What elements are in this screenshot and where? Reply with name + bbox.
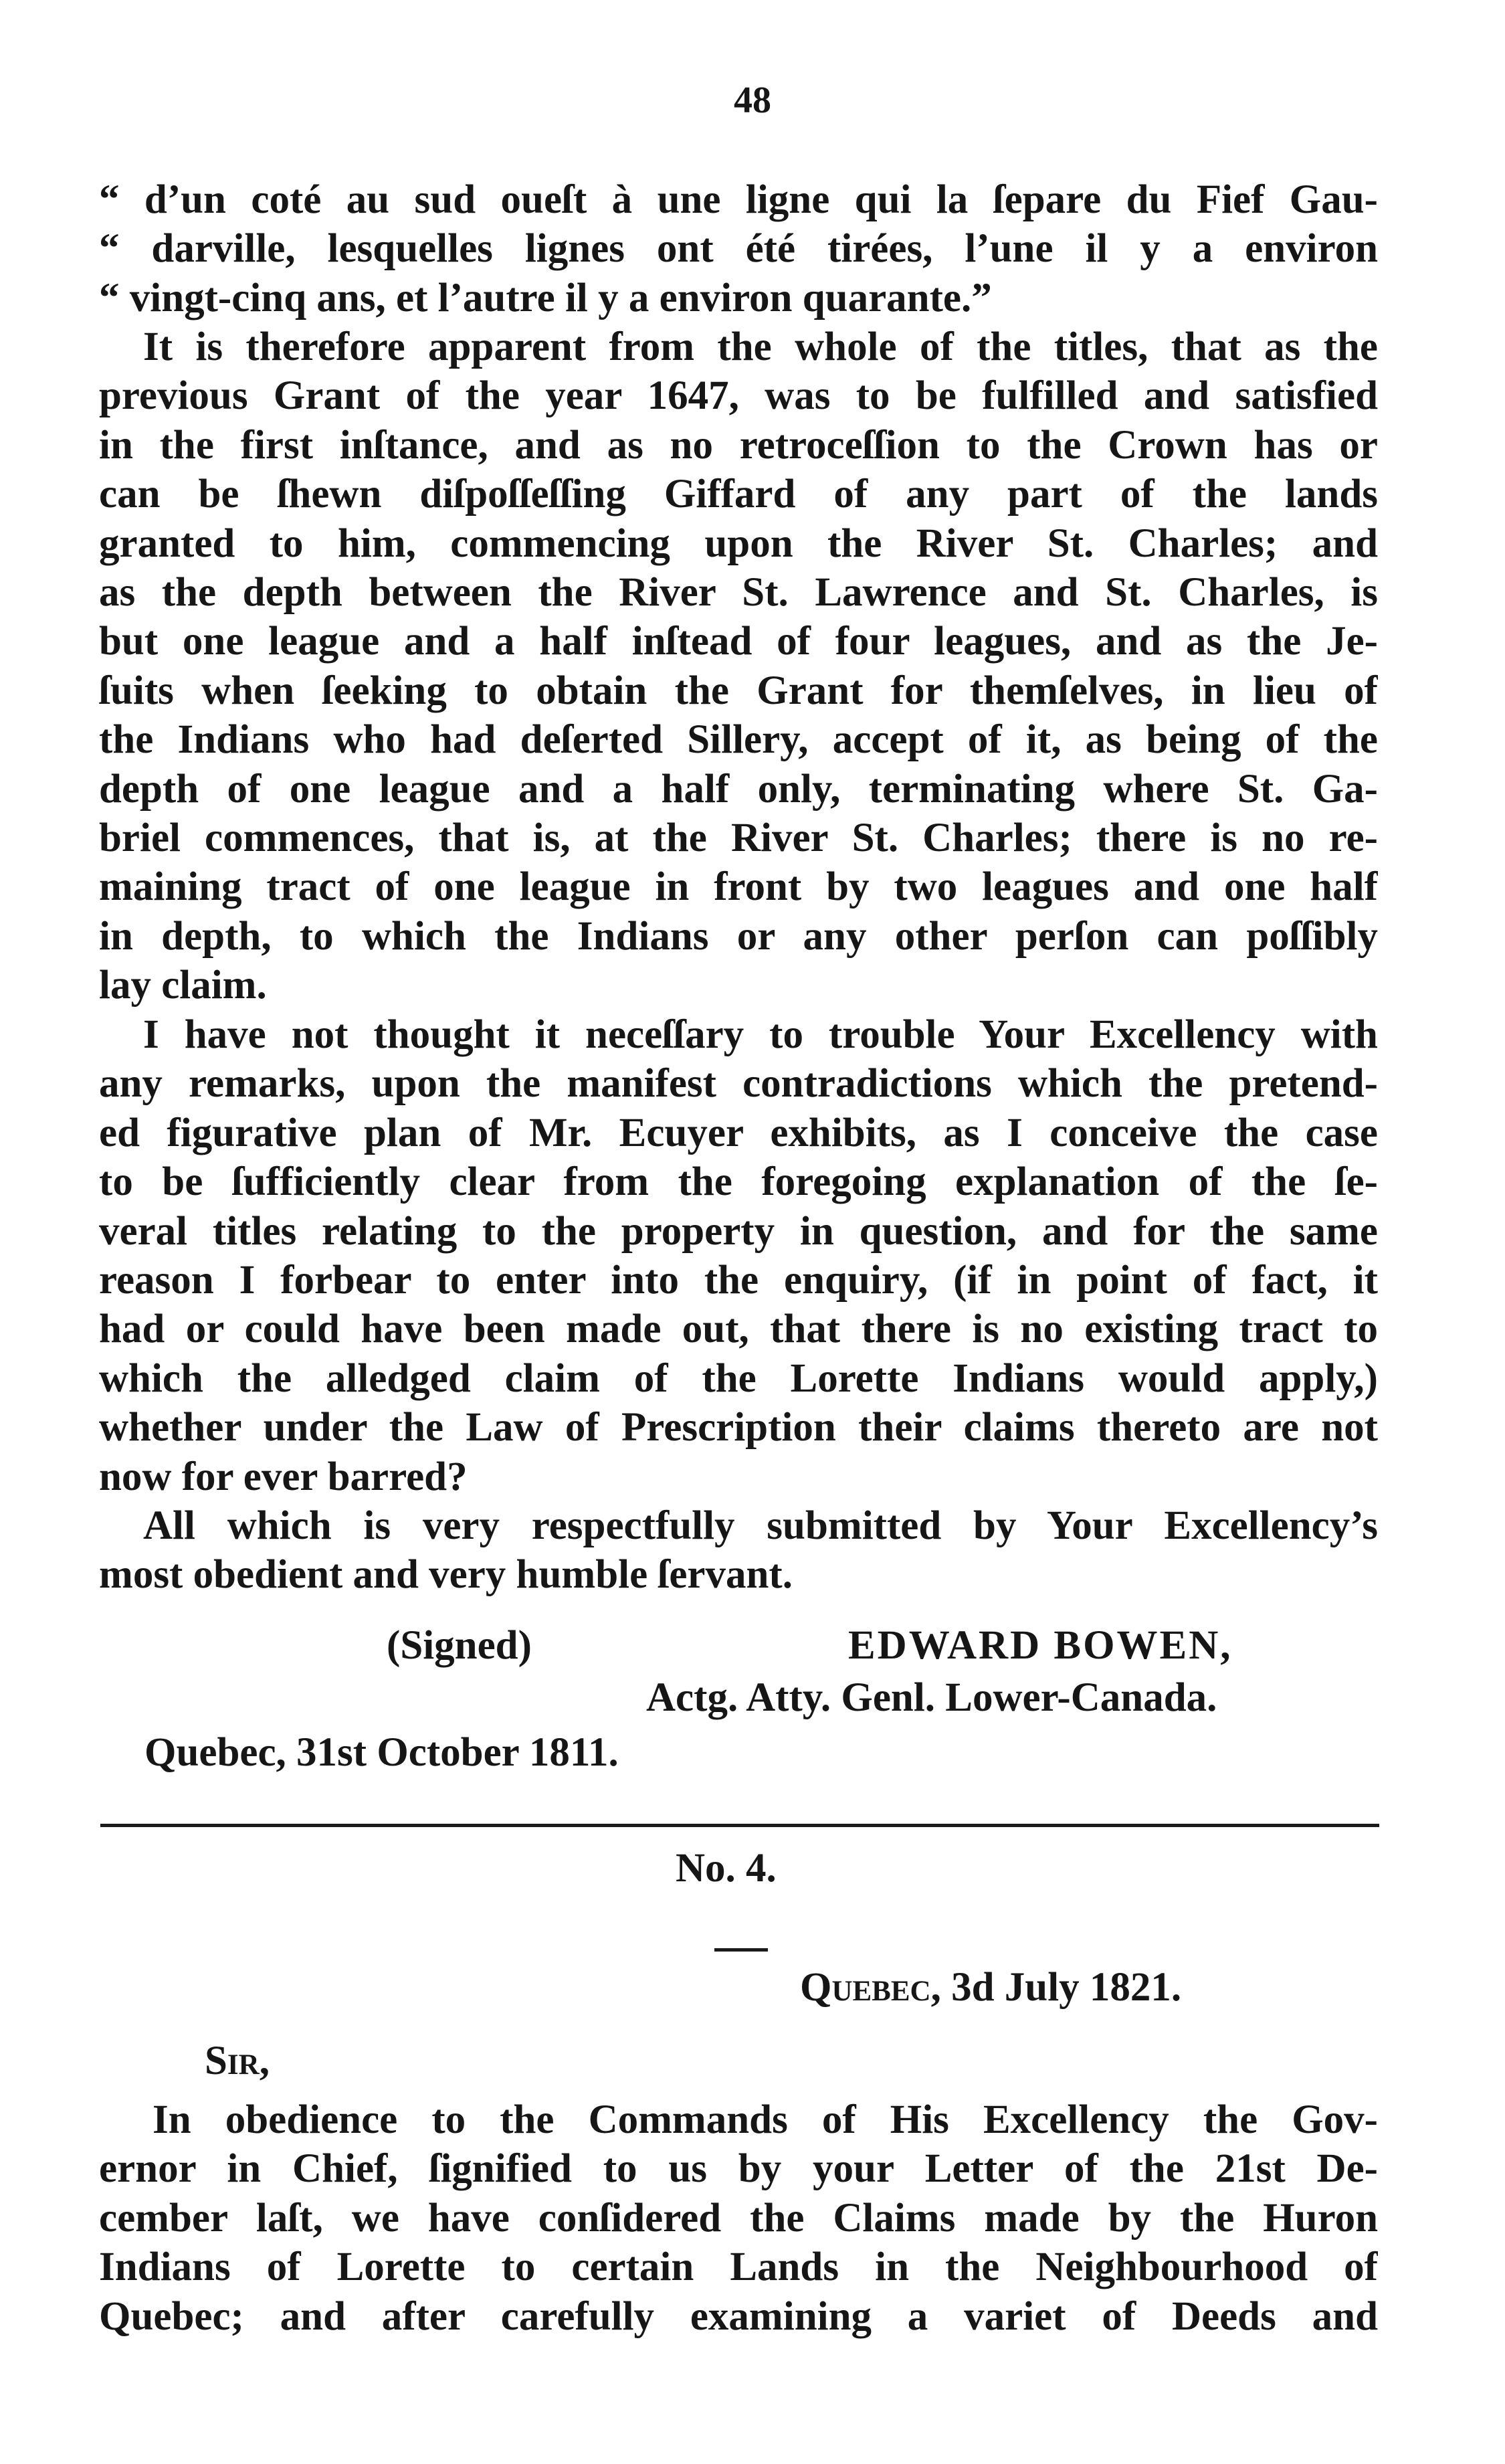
body-line: as the depth between the River St. Lawrence and St. Charles, is bbox=[99, 570, 1378, 615]
page-number: 48 bbox=[734, 80, 771, 121]
body-line: I have not thought it neceſſary to trouble Your Excellency with bbox=[143, 1012, 1378, 1057]
letter-place-date bbox=[800, 1964, 1181, 2011]
salutation: Sir, bbox=[205, 2039, 270, 2083]
body-line: It is therefore apparent from the whole of the titles, that as the bbox=[143, 324, 1378, 369]
body-line: ſuits when ſeeking to obtain the Grant for themſelves, in lieu of bbox=[99, 668, 1378, 713]
body-paragraph-titles bbox=[99, 322, 1378, 1010]
letter-place: Quebec, bbox=[800, 1965, 941, 2010]
body-line: whether under the Law of Prescription their claims thereto are not bbox=[99, 1405, 1378, 1450]
body-line: cember laſt, we have conſidered the Claims made by the Huron bbox=[99, 2195, 1378, 2241]
body-line: briel commences, that is, at the River St. Charles; there is no re- bbox=[99, 816, 1378, 861]
body-line: had or could have been made out, that there is no existing tract to bbox=[99, 1307, 1378, 1352]
letter-date: 3d July 1821. bbox=[951, 1965, 1182, 2010]
body-line: maining tract of one league in front by two leagues and one half bbox=[99, 864, 1378, 910]
body-line: now for ever barred? bbox=[99, 1454, 468, 1499]
body-line: depth of one league and a half only, terminating where St. Ga- bbox=[99, 766, 1378, 812]
body-line: to be ſufficiently clear from the foregoing explanation of the ſe- bbox=[99, 1159, 1378, 1205]
signatory-title: Actg. Atty. Genl. Lower-Canada. bbox=[646, 1675, 1217, 1720]
body-line: in the first inſtance, and as no retroceſſion to the Crown has or bbox=[99, 422, 1378, 468]
body-line: which the alledged claim of the Lorette Indians would apply,) bbox=[99, 1355, 1378, 1401]
letter-body-paragraph bbox=[99, 2095, 1378, 2341]
body-line: but one league and a half inſtead of four leagues, and as the Je- bbox=[99, 619, 1378, 664]
signatory-name: EDWARD BOWEN, bbox=[848, 1623, 1233, 1668]
body-line: can be ſhewn diſpoſſeſſing Giffard of any part of the lands bbox=[99, 472, 1378, 517]
body-line: veral titles relating to the property in question, and for the same bbox=[99, 1208, 1378, 1254]
body-line: All which is very respectfully submitted by Your Excellency’s bbox=[143, 1503, 1378, 1548]
body-line: the Indians who had deſerted Sillery, accept of it, as being of the bbox=[99, 717, 1378, 763]
body-line: Quebec; and after carefully examining a variet of Deeds and bbox=[99, 2293, 1378, 2339]
letter-number: No. 4. bbox=[676, 1846, 777, 1891]
body-line: lay claim. bbox=[99, 963, 267, 1008]
body-line: any remarks, upon the manifest contradictions which the pretend- bbox=[99, 1061, 1378, 1107]
body-line: granted to him, commencing upon the River St. Charles; and bbox=[99, 520, 1378, 566]
body-line: in depth, to which the Indians or any other perſon can poſſibly bbox=[99, 913, 1378, 959]
body-line: previous Grant of the year 1647, was to be fulfilled and satisfied bbox=[99, 373, 1378, 419]
body-line: reason I forbear to enter into the enquiry, (if in point of fact, it bbox=[99, 1258, 1378, 1303]
quotation-line: “ vingt-cinq ans, et l’autre il y a environ quarante.” bbox=[99, 275, 992, 320]
quotation-paragraph bbox=[99, 175, 1378, 322]
body-line: Indians of Lorette to certain Lands in the Neighbourhood of bbox=[99, 2245, 1378, 2290]
body-paragraph-remarks bbox=[99, 1010, 1378, 1501]
body-line: most obedient and very humble ſervant. bbox=[99, 1552, 793, 1598]
signature-place-date: Quebec, 31st October 1811. bbox=[144, 1730, 619, 1775]
heading-rule bbox=[714, 1948, 768, 1952]
body-line: ed figurative plan of Mr. Ecuyer exhibits, as I conceive the case bbox=[99, 1110, 1378, 1155]
section-divider bbox=[100, 1824, 1379, 1827]
quotation-line: “ darville, lesquelles lignes ont été tirées, l’une il y a environ bbox=[99, 226, 1378, 272]
closing-paragraph bbox=[99, 1501, 1378, 1600]
body-line: ernor in Chief, ſignified to us by your Letter of the 21st De- bbox=[99, 2146, 1378, 2192]
quotation-line: “ d’un coté au sud oueſt à une ligne qui la ſepare du Fief Gau- bbox=[99, 177, 1378, 222]
signed-label: (Signed) bbox=[387, 1623, 532, 1668]
body-line: In obedience to the Commands of His Excellency the Gov- bbox=[153, 2097, 1378, 2142]
